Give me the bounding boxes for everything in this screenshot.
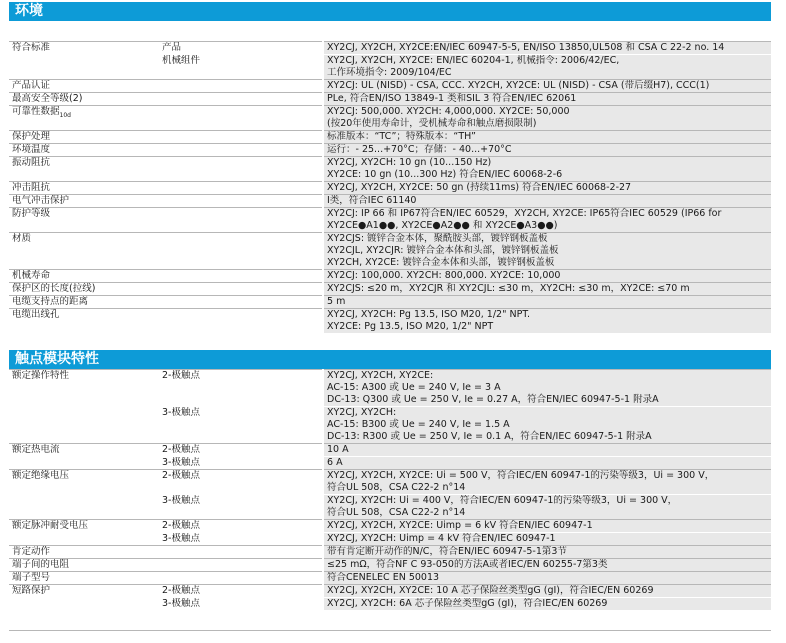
row-label	[9, 195, 159, 208]
row-sublabel	[159, 182, 323, 195]
table-row	[9, 208, 771, 233]
row-value	[323, 55, 771, 80]
row-value	[323, 195, 771, 208]
value-line: XY2CJ: 100,000. XY2CH: 800,000. XY2CE: 10,000	[327, 270, 561, 281]
row-label-text: 材质	[12, 233, 32, 244]
table-row	[9, 42, 771, 55]
value-line: XY2CJS: ≤20 m，XY2CJR 和 XY2CJL: ≤30 m，XY2CH: ≤30 m，XY2CE: ≤70 m	[327, 283, 690, 294]
value-line: XY2CJ, XY2CH, XY2CE: 10 A 芯子保险丝类型gG (gI)，符合IEC/EN 60269	[327, 585, 654, 596]
value-line: XY2CE: Pg 13.5, ISO M20, 1/2" NPT	[327, 321, 494, 332]
row-label	[9, 585, 159, 598]
value-line: PLe, 符合EN/ISO 13849-1 类和SIL 3 符合EN/IEC 62061	[327, 93, 577, 104]
row-label	[9, 93, 159, 106]
row-label	[9, 572, 159, 585]
row-value	[323, 407, 771, 444]
row-value	[323, 444, 771, 457]
value-line: XY2CH, XY2CE: 镀锌合金本体和头部，镀锌钢板盖板	[327, 257, 555, 268]
value-line: XY2CJ, XY2CH: Uimp = 4 kV 符合EN/IEC 60947-1	[327, 533, 556, 544]
row-label	[9, 520, 159, 533]
row-sublabel: 2-极触点	[159, 470, 323, 495]
table-row	[9, 55, 771, 80]
row-sublabel: 3-极触点	[159, 598, 323, 611]
row-label-text: 电缆出线孔	[12, 309, 60, 320]
row-sublabel: 2-极触点	[159, 444, 323, 457]
table-row	[9, 598, 771, 611]
row-sublabel	[159, 131, 323, 144]
row-value	[323, 457, 771, 470]
row-label	[9, 233, 159, 270]
table-row	[9, 495, 771, 520]
section-header-environment	[9, 2, 771, 21]
table-row	[9, 283, 771, 296]
value-line: XY2CJ, XY2CH: Pg 13.5, ISO M20, 1/2" NPT.	[327, 309, 531, 320]
row-value	[323, 93, 771, 106]
row-value	[323, 370, 771, 407]
row-sublabel	[159, 309, 323, 334]
row-label	[9, 106, 159, 131]
row-label	[9, 296, 159, 309]
table-row	[9, 470, 771, 495]
row-sublabel: 2-极触点	[159, 370, 323, 407]
row-value	[323, 131, 771, 144]
row-value	[323, 144, 771, 157]
table-row	[9, 144, 771, 157]
row-value	[323, 106, 771, 131]
row-value	[323, 495, 771, 520]
row-sublabel: 机械组件	[159, 55, 323, 80]
value-line: XY2CJ, XY2CH:	[327, 407, 397, 418]
value-line: (按20年使用寿命计，受机械寿命和触点磨损限制)	[327, 118, 537, 129]
row-label	[9, 182, 159, 195]
row-label	[9, 457, 159, 470]
value-line: XY2CE●A1●●, XY2CE●A2●● 和 XY2CE●A3●●)	[327, 220, 558, 231]
row-sublabel	[159, 546, 323, 559]
row-value	[323, 80, 771, 93]
row-value	[323, 283, 771, 296]
value-line: XY2CJ, XY2CH, XY2CE: EN/IEC 60204-1, 机械指令: 2006/42/EC,	[327, 55, 620, 66]
row-label-text: 额定绝缘电压	[12, 470, 70, 481]
row-label-text: 电气冲击保护	[12, 195, 70, 206]
table-row	[9, 520, 771, 533]
table-row	[9, 131, 771, 144]
row-sublabel: 3-极触点	[159, 533, 323, 546]
table-row	[9, 457, 771, 470]
table-row	[9, 444, 771, 457]
row-label	[9, 80, 159, 93]
row-label	[9, 444, 159, 457]
table-row	[9, 533, 771, 546]
row-label	[9, 55, 159, 80]
value-line: XY2CJ: UL (NISD) - CSA, CCC. XY2CH, XY2CE: UL (NISD) - CSA (带后缀H7), CCC(1)	[327, 80, 710, 91]
row-value	[323, 598, 771, 611]
row-label	[9, 157, 159, 182]
row-label-text: 短路保护	[12, 585, 51, 596]
row-value	[323, 572, 771, 585]
row-value	[323, 533, 771, 546]
row-value	[323, 296, 771, 309]
table-row	[9, 370, 771, 407]
row-label	[9, 144, 159, 157]
row-label-text: 可靠性数据	[12, 106, 60, 117]
row-sublabel: 3-极触点	[159, 407, 323, 444]
row-sublabel	[159, 106, 323, 131]
row-label	[9, 208, 159, 233]
row-label-text: 端子型号	[12, 572, 51, 583]
row-label-text: 端子间的电阻	[12, 559, 70, 570]
row-label-text: 电缆支持点的距离	[12, 296, 89, 307]
row-value	[323, 157, 771, 182]
row-sublabel	[159, 296, 323, 309]
value-line: 符合UL 508，CSA C22-2 n°14	[327, 507, 466, 518]
spec-table-environment	[9, 41, 771, 333]
row-sublabel: 2-极触点	[159, 585, 323, 598]
row-label	[9, 407, 159, 444]
row-sublabel	[159, 144, 323, 157]
value-line: 10 A	[327, 444, 349, 455]
value-line: 符合CENELEC EN 50013	[327, 572, 440, 583]
row-sublabel	[159, 195, 323, 208]
table-row	[9, 233, 771, 270]
value-line: XY2CJ, XY2CH: 6A 芯子保险丝类型gG (gI)，符合IEC/EN 60269	[327, 598, 608, 609]
row-value	[323, 559, 771, 572]
value-line: XY2CJ: IP 66 和 IP67符合EN/IEC 60529，XY2CH, XY2CE: IP65符合IEC 60529 (IP66 for	[327, 208, 722, 219]
value-line: XY2CJ, XY2CH, XY2CE: Uimp = 6 kV 符合EN/IEC 60947-1	[327, 520, 593, 531]
row-sublabel	[159, 270, 323, 283]
value-line: XY2CJ, XY2CH, XY2CE:EN/IEC 60947-5-5, EN/ISO 13850,UL508 和 CSA C 22-2 no. 14	[327, 42, 725, 53]
table-row	[9, 546, 771, 559]
table-row	[9, 296, 771, 309]
value-line: DC-13: R300 或 Ue = 250 V, Ie = 0.1 A，符合EN/IEC 60947-5-1 附录A	[327, 431, 652, 442]
row-label-subscript: 10d	[59, 111, 71, 119]
table-row	[9, 585, 771, 598]
value-line: 6 A	[327, 457, 343, 468]
value-line: XY2CJ, XY2CH, XY2CE: 50 gn (持续11ms) 符合EN/IEC 60068-2-27	[327, 182, 632, 193]
row-label	[9, 270, 159, 283]
row-sublabel	[159, 157, 323, 182]
value-line: XY2CJ, XY2CH, XY2CE:	[327, 370, 434, 381]
row-value	[323, 520, 771, 533]
value-line: 带有肯定断开动作的N/C，符合EN/IEC 60947-5-1第3节	[327, 546, 567, 557]
row-value	[323, 585, 771, 598]
value-line: I类，符合IEC 61140	[327, 195, 417, 206]
row-label	[9, 598, 159, 611]
row-label-text: 额定操作特性	[12, 370, 70, 381]
row-label	[9, 559, 159, 572]
table-row	[9, 572, 771, 585]
value-line: XY2CJ, XY2CH: Ui = 400 V，符合IEC/EN 60947-1的污染等级3，Ui = 300 V，	[327, 495, 678, 506]
table-row	[9, 106, 771, 131]
row-label	[9, 495, 159, 520]
row-label-text: 保护区的长度(拉线)	[12, 283, 96, 294]
value-line: ≤25 mΩ，符合NF C 93-050的方法A或者IEC/EN 60255-7第3类	[327, 559, 608, 570]
row-label-text: 保护处理	[12, 131, 51, 142]
row-value	[323, 42, 771, 55]
table-bottom-rule	[9, 630, 771, 631]
row-sublabel: 2-极触点	[159, 520, 323, 533]
row-label	[9, 470, 159, 495]
row-sublabel	[159, 208, 323, 233]
value-line: 符合UL 508，CSA C22-2 n°14	[327, 482, 466, 493]
table-row	[9, 270, 771, 283]
row-label	[9, 370, 159, 407]
value-line: XY2CJS: 镀锌合金本体，聚酰胺头部，镀锌钢板盖板	[327, 233, 548, 244]
row-label-text: 额定热电流	[12, 444, 60, 455]
row-sublabel	[159, 93, 323, 106]
row-label-text: 肯定动作	[12, 546, 51, 557]
row-sublabel: 产品	[159, 42, 323, 55]
row-sublabel	[159, 559, 323, 572]
row-label	[9, 42, 159, 55]
table-row	[9, 182, 771, 195]
table-row	[9, 80, 771, 93]
section-title: 触点模块特性	[15, 351, 99, 367]
row-label	[9, 533, 159, 546]
row-value	[323, 470, 771, 495]
spec-table-contact-module	[9, 369, 771, 610]
value-line: 运行：- 25...+70°C；存储：- 40...+70°C	[327, 144, 512, 155]
row-label-text: 环境温度	[12, 144, 51, 155]
row-label-text: 冲击阻抗	[12, 182, 51, 193]
row-label-text: 防护等级	[12, 208, 51, 219]
value-line: DC-13: Q300 或 Ue = 250 V, Ie = 0.27 A，符合EN/IEC 60947-5-1 附录A	[327, 394, 659, 405]
row-label-text: 最高安全等级(2)	[12, 93, 83, 104]
table-row	[9, 309, 771, 334]
row-label-text: 符合标准	[12, 42, 51, 53]
value-line: XY2CJ, XY2CH, XY2CE: Ui = 500 V，符合IEC/EN 60947-1的污染等级3，Ui = 300 V，	[327, 470, 715, 481]
row-sublabel: 3-极触点	[159, 457, 323, 470]
row-value	[323, 233, 771, 270]
row-label	[9, 546, 159, 559]
row-label-text: 机械寿命	[12, 270, 51, 281]
table-row	[9, 93, 771, 106]
value-line: 工作环境指令: 2009/104/EC	[327, 67, 452, 78]
table-row	[9, 407, 771, 444]
table-row	[9, 157, 771, 182]
table-row	[9, 195, 771, 208]
row-value	[323, 270, 771, 283]
row-sublabel	[159, 80, 323, 93]
row-label	[9, 309, 159, 334]
row-label	[9, 283, 159, 296]
row-value	[323, 182, 771, 195]
row-label-text: 产品认证	[12, 80, 51, 91]
value-line: XY2CJL, XY2CJR: 镀锌合金本体和头部，镀锌钢板盖板	[327, 245, 559, 256]
row-label-text: 振动阻抗	[12, 157, 51, 168]
table-row	[9, 559, 771, 572]
section-header-contact-module	[9, 350, 771, 369]
value-line: XY2CJ, XY2CH: 10 gn (10...150 Hz)	[327, 157, 492, 168]
row-label	[9, 131, 159, 144]
row-value	[323, 208, 771, 233]
row-value	[323, 309, 771, 334]
value-line: AC-15: B300 或 Ue = 240 V, Ie = 1.5 A	[327, 419, 510, 430]
value-line: 标准版本：“TC”；特殊版本：“TH”	[327, 131, 476, 142]
row-value	[323, 546, 771, 559]
value-line: XY2CE: 10 gn (10...300 Hz) 符合EN/IEC 60068-2-6	[327, 169, 563, 180]
value-line: AC-15: A300 或 Ue = 240 V, Ie = 3 A	[327, 382, 501, 393]
row-sublabel	[159, 572, 323, 585]
row-sublabel: 3-极触点	[159, 495, 323, 520]
value-line: 5 m	[327, 296, 346, 307]
section-title: 环境	[15, 3, 43, 19]
row-sublabel	[159, 233, 323, 270]
row-sublabel	[159, 283, 323, 296]
row-label-text: 额定脉冲耐受电压	[12, 520, 89, 531]
value-line: XY2CJ: 500,000. XY2CH: 4,000,000. XY2CE: 50,000	[327, 106, 570, 117]
